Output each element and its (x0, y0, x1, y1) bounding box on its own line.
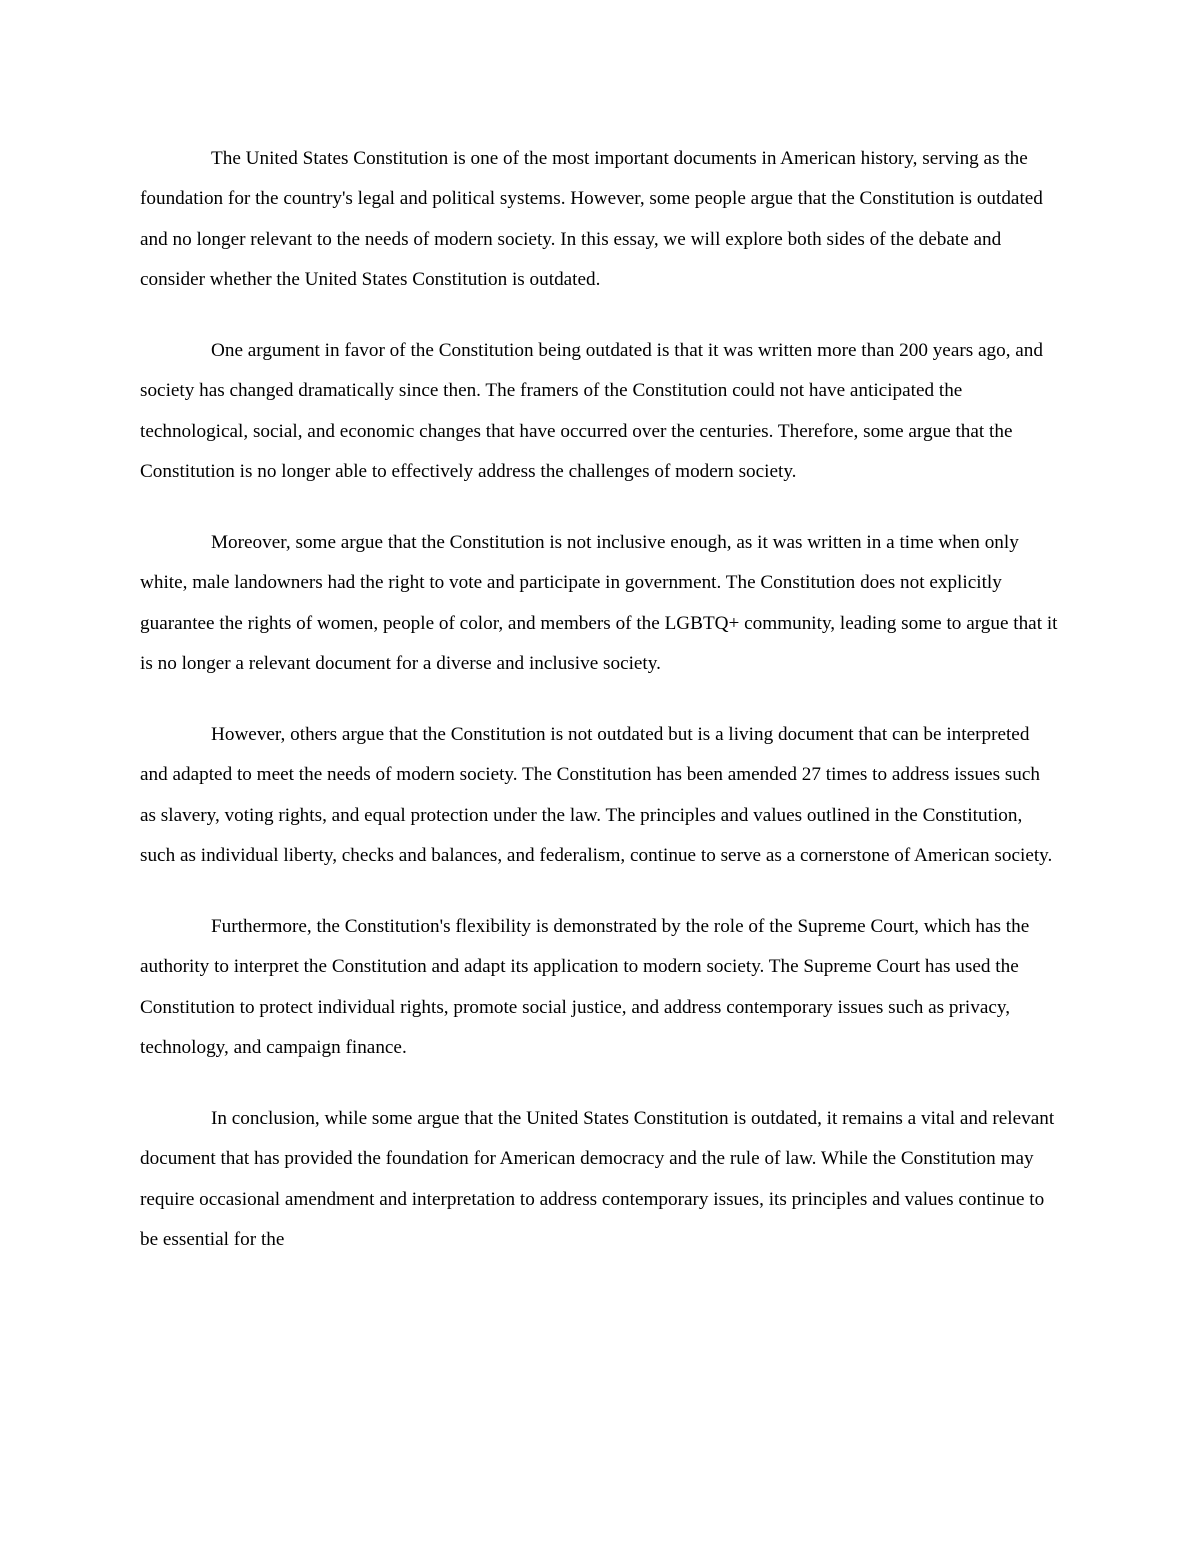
paragraph-introduction: The United States Constitution is one of the most important documents in American history, serving as the foundation for the country's legal and political systems. However, some people argue that the Constitution is outdated and no longer relevant to the needs of modern society. In this essay, we will explore both sides of the debate and consider whether the United States Constitution is outdated. (140, 148, 1043, 291)
paragraph-supreme-court-argument: Furthermore, the Constitution's flexibility is demonstrated by the role of the Supreme Court, which has the authority to interpret the Constitution and adapt its application to modern society. The Supreme Court has used the Constitution to protect individual rights, promote social justice, and address contemporary issues such as privacy, technology, and campaign finance. (140, 916, 1030, 1059)
paragraph-living-document-argument: However, others argue that the Constitution is not outdated but is a living document that can be interpreted and adapted to meet the needs of modern society. The Constitution has been amended 27 times to address issues such as slavery, voting rights, and equal protection under the law. The principles and values outlined in the Constitution, such as individual liberty, checks and balances, and federalism, continue to serve as a cornerstone of American society. (140, 724, 1053, 867)
paragraph-outdated-argument: One argument in favor of the Constitution being outdated is that it was written more than 200 years ago, and society has changed dramatically since then. The framers of the Constitution could not have anticipated the technological, social, and economic changes that have occurred over the centuries. Therefore, some argue that the Constitution is no longer able to effectively address the challenges of modern society. (140, 340, 1043, 483)
paragraph-conclusion: In conclusion, while some argue that the United States Constitution is outdated, it remains a vital and relevant document that has provided the foundation for American democracy and the rule of law. While the Constitution may require occasional amendment and interpretation to address contemporary issues, its principles and values continue to be essential for the (140, 1108, 1055, 1251)
paragraph-inclusivity-argument: Moreover, some argue that the Constitution is not inclusive enough, as it was written in a time when only white, male landowners had the right to vote and participate in government. The Constitution does not explicitly guarantee the rights of women, people of color, and members of the LGBTQ+ community, leading some to argue that it is no longer a relevant document for a diverse and inclusive society. (140, 532, 1058, 675)
